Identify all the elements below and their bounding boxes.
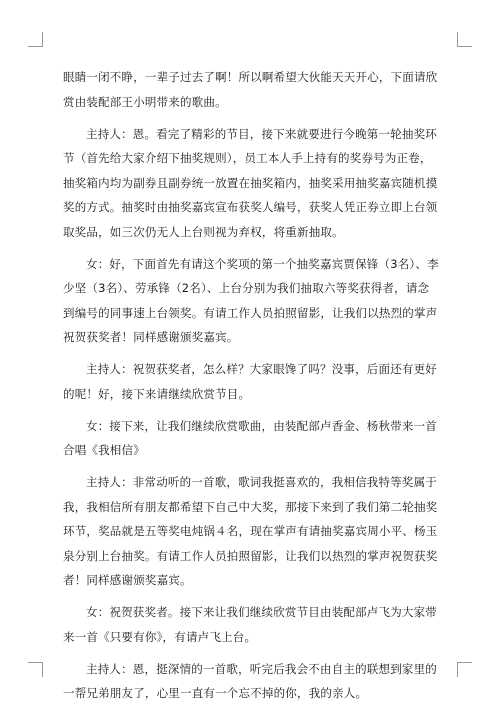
paragraph: 主持人：祝贺获奖者，怎么样？大家眼馋了吗？没事，后面还有更好的呢！好，接下来请继续欣赏节目。 [63,362,437,401]
paragraph: 女：祝贺获奖者。接下来让我们继续欣赏节目由装配部卢飞为大家带来一首《只要有你》，有请卢飞上台。 [63,605,437,644]
paragraph: 女：接下来，让我们继续欣赏歌曲，由装配部卢香金、杨秋带来一首合唱《我相信》 [63,418,437,457]
paragraph: 眼睛一闭不睁，一辈子过去了啊！所以啊希望大伙能天天开心，下面请欣赏由装配部王小明带来的歌曲。 [63,70,438,109]
crop-mark-bottom-right [457,662,472,677]
paragraph: 主持人：恩，挺深情的一首歌，听完后我会不由自主的联想到家里的一帮兄弟朋友了，心里一直有一个忘不掉的你，我的亲人。 [63,661,437,700]
paragraph: 主持人：非常动听的一首歌，歌词我挺喜欢的，我相信我特等奖属于我，我相信所有朋友都希望下自己中大奖，那接下来到了我们第二轮抽奖环节，奖品就是五等奖电炖锅４名，现在掌声有请抽奖嘉宾周小平、杨玉泉分别上台抽奖。有请工作人员拍照留影，让我们以热烈的掌声祝贺获奖者！同样感谢颁奖嘉宾。 [63,475,438,587]
paragraph: 主持人：恩。看完了精彩的节目，接下来就要进行今晚第一轮抽奖环节（首先给大家介绍下抽奖规则），员工本人手上持有的奖券号为正卷，抽奖箱内均为副券且副券统一放置在抽奖箱内，抽奖采用抽奖嘉宾随机摸奖的方式。抽奖时由抽奖嘉宾宣布获奖人编号，获奖人凭正券立即上台领取奖品，如三次仍无人上台则视为弃权，将重新抽取。 [63,126,438,239]
document-body [63,65,439,713]
crop-mark-top-left [28,32,43,47]
crop-mark-top-right [457,32,472,47]
crop-mark-bottom-left [28,662,43,677]
paragraph: 女：好，下面首先有请这个奖项的第一个抽奖嘉宾贾保锋（3名）、李少坚（3名）、劳承锋（2名）、上台分别为我们抽取六等奖获得者，请念到编号的同事速上台领奖。有请工作人员拍照留影，让我们以热烈的掌声祝贺获奖者！同样感谢颁奖嘉宾。 [63,256,439,344]
